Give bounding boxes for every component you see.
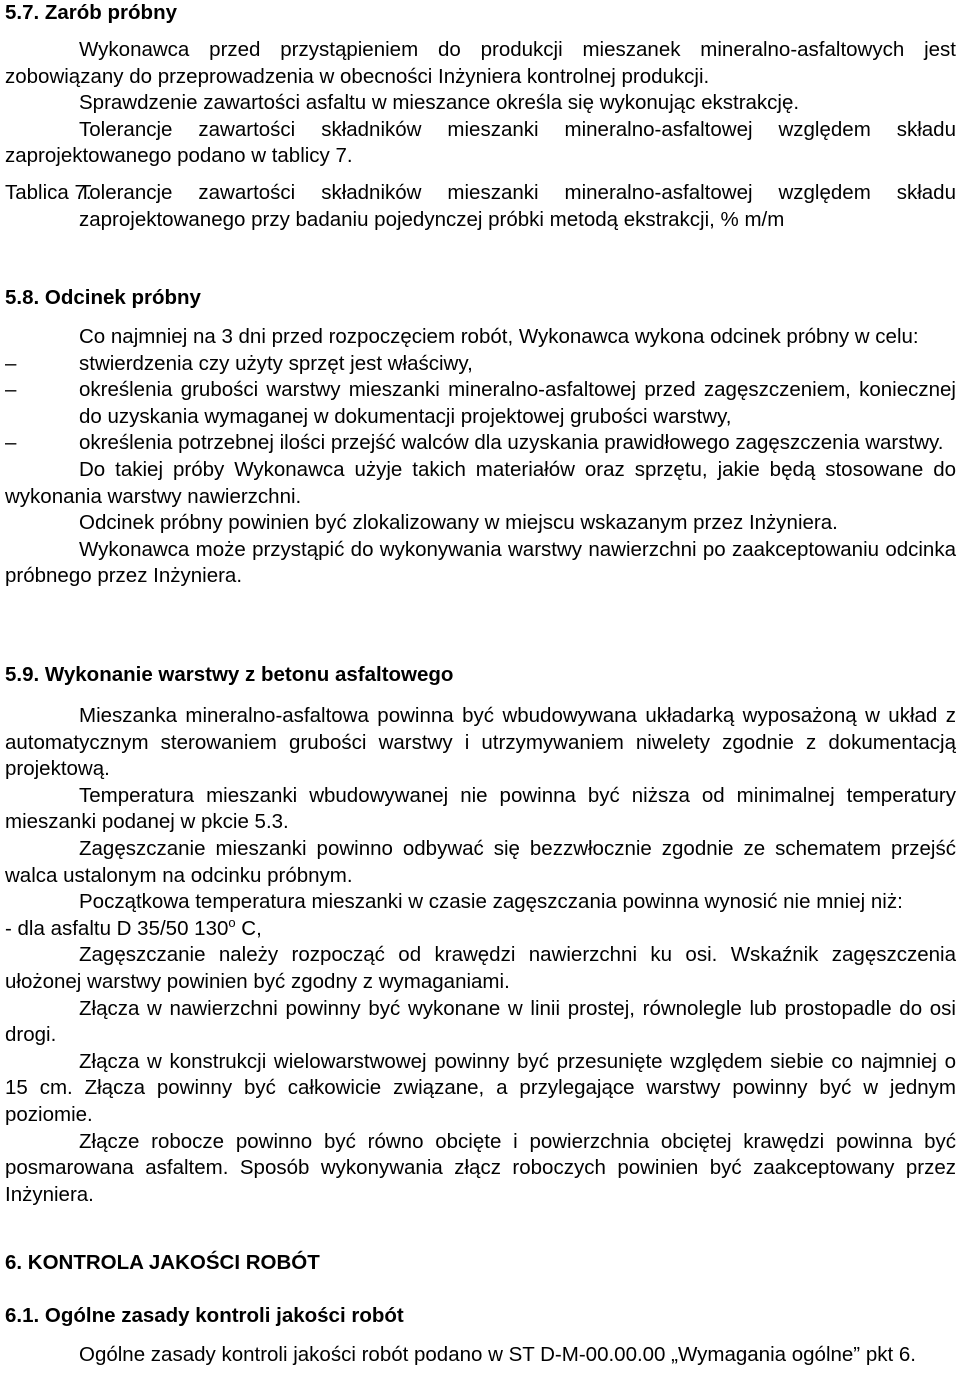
section-heading-6-1: 6.1. Ogólne zasady kontroli jakości robót — [5, 1304, 404, 1327]
paragraph: Początkowa temperatura mieszanki w czasie zagęszczania powinna wynosić nie mniej niż: — [79, 890, 903, 914]
section-heading-5-8: 5.8. Odcinek próbny — [5, 286, 201, 309]
paragraph: Złącze robocze powinno być równo obcięte i powierzchnia obciętej krawędzi powinna być posmarowana asfaltem. Sposób wykonywania złącz roboczych powinien być zaakceptowany przez Inżyniera. — [5, 1129, 956, 1206]
paragraph: Co najmniej na 3 dni przed rozpoczęciem robót, Wykonawca wykona odcinek próbny w celu: — [79, 325, 919, 348]
section-heading-5-7: 5.7. Zarób próbny — [5, 1, 177, 24]
temperature-line: - dla asfaltu D 35/50 130$^o$ C, — [5, 914, 262, 940]
list-item-text: określenia potrzebnej ilości przejść walców dla uzyskania prawidłowego zagęszczenia warstwy. — [79, 431, 944, 455]
paragraph: Odcinek próbny powinien być zlokalizowany w miejscu wskazanym przez Inżyniera. — [79, 511, 838, 535]
section-5-7-body — [5, 37, 956, 170]
list-item-text: stwierdzenia czy użyty sprzęt jest właściwy, — [79, 351, 473, 375]
table-caption-text: Tolerancje zawartości składników mieszanki mineralno-asfaltowej względem składu zaprojektowanego przy badaniu pojedynczej próbki metodą ekstrakcji, % m/m — [79, 181, 956, 231]
paragraph: Złącza w nawierzchni powinny być wykonane w linii prostej, równolegle lub prostopadle do osi drogi. — [5, 996, 956, 1047]
dash-bullet: – — [5, 378, 17, 402]
paragraph: Do takiej próby Wykonawca użyje takich materiałów oraz sprzętu, jakie będą stosowane do wykonania warstwy nawierzchni. — [5, 457, 956, 508]
paragraph: Zagęszczanie mieszanki powinno odbywać się bezzwłocznie zgodnie ze schematem przejść walca ustalonym na odcinku próbnym. — [5, 836, 956, 887]
paragraph: Ogólne zasady kontroli jakości robót podano w ST D-M-00.00.00 „Wymagania ogólne” pkt 6. — [79, 1343, 916, 1366]
paragraph: Złącza w konstrukcji wielowarstwowej powinny być przesunięte względem siebie co najmniej o 15 cm. Złącza powinny być całkowicie związane, a przylegające warstwy powinny być w jednym poziomie. — [5, 1049, 956, 1126]
list-item — [5, 430, 956, 457]
section-heading-5-9: 5.9. Wykonanie warstwy z betonu asfaltowego — [5, 663, 454, 686]
section-5-9-body — [5, 703, 956, 1208]
section-heading-6: 6. KONTROLA JAKOŚCI ROBÓT — [5, 1251, 320, 1274]
paragraph: Zagęszczanie należy rozpocząć od krawędzi nawierzchni ku osi. Wskaźnik zagęszczenia ułożonej warstwy powinien być zgodny z wymaganiami. — [5, 943, 956, 993]
section-5-8-body — [5, 324, 956, 590]
list-item — [5, 351, 956, 378]
list-item-text: określenia grubości warstwy mieszanki mineralno-asfaltowej przed zagęszczeniem, koniecznej do uzyskania wymaganej w dokumentacji projektowej grubości warstwy, — [79, 378, 956, 428]
paragraph: Wykonawca przed przystąpieniem do produkcji mieszanek mineralno-asfaltowych jest zobowiązany do przeprowadzenia w obecności Inżyniera kontrolnej produkcji. — [5, 38, 956, 88]
paragraph: Sprawdzenie zawartości asfaltu w mieszance określa się wykonując ekstrakcję. — [79, 91, 800, 115]
paragraph: Tolerancje zawartości składników mieszanki mineralno-asfaltowej względem składu zaprojektowanego podano w tablicy 7. — [5, 117, 956, 168]
section-6-1-body — [5, 1342, 956, 1369]
paragraph: Temperatura mieszanki wbudowywanej nie powinna być niższa od minimalnej temperatury mieszanki podanej w pkcie 5.3. — [5, 783, 956, 834]
dash-bullet: – — [5, 351, 17, 375]
table-label: Tablica 7. — [5, 181, 92, 204]
paragraph: Wykonawca może przystąpić do wykonywania warstwy nawierzchni po zaakceptowaniu odcinka próbnego przez Inżyniera. — [5, 537, 956, 588]
list-item — [5, 377, 956, 430]
dash-bullet: – — [5, 431, 17, 455]
degree-superscript: o — [228, 914, 236, 930]
paragraph: Mieszanka mineralno-asfaltowa powinna być wbudowywana układarką wyposażoną w układ z automatycznym sterowaniem grubości warstwy i utrzymywaniem niwelety zgodnie z dokumentacją projektową. — [5, 704, 956, 781]
